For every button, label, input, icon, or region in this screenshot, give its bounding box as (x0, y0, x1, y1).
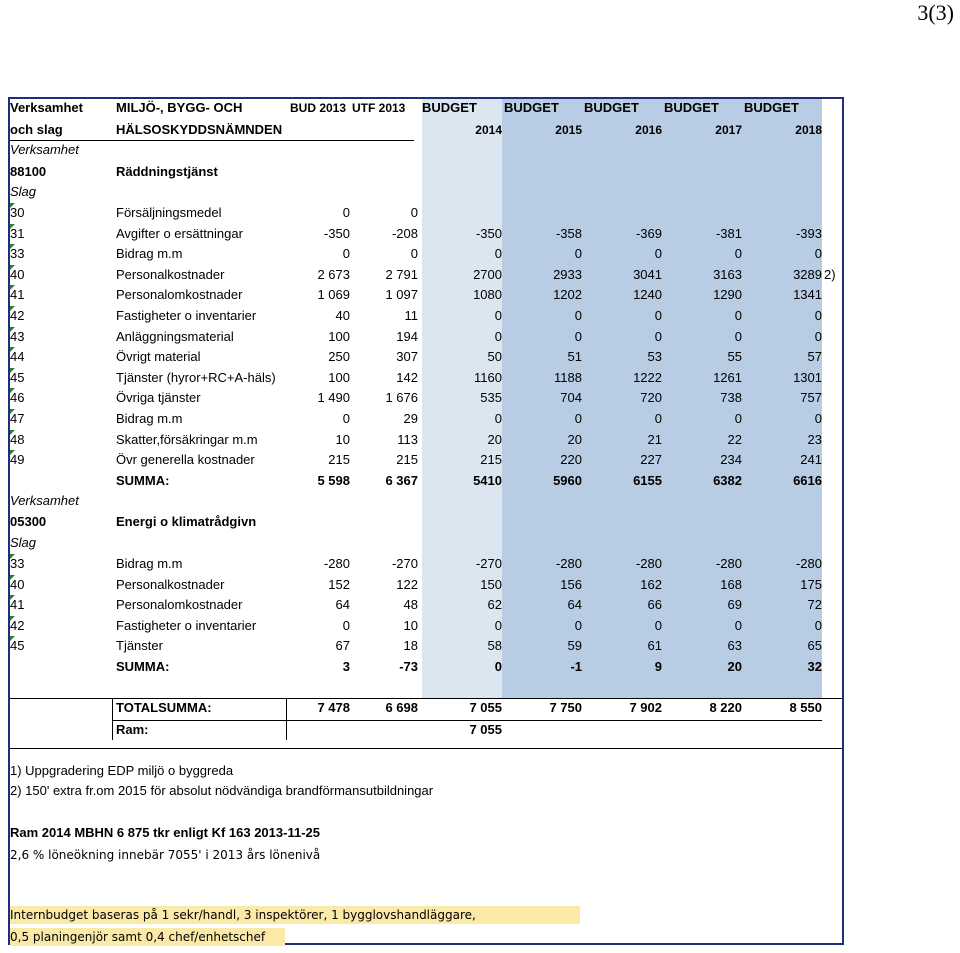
value-cell: 3041 (633, 266, 662, 282)
value-cell: 3163 (713, 266, 742, 282)
note-internbudget-2: 0,5 planingenjör samt 0,4 chef/enhetschef (10, 928, 285, 946)
value-cell: 57 (807, 349, 822, 365)
value-cell: 23 (807, 431, 822, 447)
header-budget-2014: BUDGET (422, 100, 477, 115)
section2-summa-utf2013: -73 (399, 659, 418, 674)
account-code: 41 (10, 287, 25, 303)
header-nämnd-2: HÄLSOSKYDDSNÄMNDEN (116, 122, 283, 137)
value-cell: 1 676 (385, 390, 418, 406)
account-name: Fastigheter o inventarier (116, 308, 257, 323)
header-budget-2016: BUDGET (584, 100, 639, 115)
value-cell: -350 (323, 225, 350, 241)
account-name: Personalomkostnader (116, 597, 243, 613)
value-cell: 0 (814, 411, 822, 426)
value-cell: 307 (396, 349, 418, 365)
section2-summa-label: SUMMA: (116, 659, 170, 674)
value-cell: -350 (475, 225, 502, 241)
value-cell: 0 (574, 411, 582, 426)
value-cell: 122 (396, 576, 418, 592)
value-cell: 2 791 (385, 266, 418, 282)
value-cell: 0 (342, 205, 350, 220)
value-cell: -280 (323, 556, 350, 571)
value-cell: 1 069 (317, 287, 350, 303)
note-loneokning: 2,6 % löneökning innebär 7055' i 2013 års lönenivå (10, 848, 321, 862)
table-row (10, 575, 842, 595)
value-cell: 50 (487, 349, 502, 365)
value-cell: 142 (396, 369, 418, 385)
value-cell: 0 (494, 246, 502, 262)
note-ram: Ram 2014 MBHN 6 875 tkr enligt Kf 163 2013-11-25 (10, 825, 320, 840)
totalsumma-2016: 7 902 (629, 700, 662, 715)
table-row (10, 327, 842, 347)
value-cell: 0 (814, 308, 822, 323)
value-cell: 67 (335, 638, 350, 654)
value-cell: 0 (734, 328, 742, 344)
section1-verksamhet-row (10, 140, 842, 160)
value-cell: 64 (335, 597, 350, 613)
value-cell: 1341 (793, 287, 822, 303)
header-year-2017: 2017 (715, 123, 742, 137)
section2-slag-row (10, 533, 842, 553)
value-cell: 0 (342, 411, 350, 426)
value-cell: 738 (720, 390, 742, 406)
value-cell: 2 673 (317, 266, 350, 282)
account-code: 45 (10, 369, 25, 385)
account-code: 47 (10, 411, 25, 426)
value-cell: 0 (494, 308, 502, 323)
value-cell: 10 (403, 617, 418, 633)
section2-summa-2018: 32 (807, 659, 822, 674)
value-cell: -270 (391, 556, 418, 571)
value-cell: 0 (494, 617, 502, 633)
value-cell: 10 (335, 431, 350, 447)
value-cell: 1 097 (385, 287, 418, 303)
account-code: 33 (10, 246, 25, 262)
ram-label: Ram: (116, 722, 149, 737)
value-cell: 1301 (793, 369, 822, 385)
value-cell: 0 (494, 411, 502, 426)
value-cell: 0 (734, 246, 742, 262)
totalsumma-bud2013: 7 478 (317, 700, 350, 715)
value-cell: 63 (727, 638, 742, 654)
value-cell: 0 (574, 617, 582, 633)
value-cell: 250 (328, 349, 350, 365)
header-budget-2015: BUDGET (504, 100, 559, 115)
value-cell: 0 (574, 246, 582, 262)
value-cell: 535 (480, 390, 502, 406)
table-row (10, 430, 842, 450)
totalsumma-utf2013: 6 698 (385, 700, 418, 715)
section2-verksamhet-label: Verksamhet (10, 493, 79, 508)
section2-summa-2016: 9 (654, 659, 662, 674)
table-row (10, 285, 842, 305)
value-cell: 220 (560, 452, 582, 468)
table-row (10, 388, 842, 408)
account-code: 40 (10, 576, 25, 592)
header-year-2016: 2016 (635, 123, 662, 137)
section1-summa-label: SUMMA: (116, 473, 170, 488)
header-verksamhet: Verksamhet (10, 100, 83, 115)
table-row (10, 265, 842, 285)
value-cell: 51 (567, 349, 582, 365)
totalsumma-2015: 7 750 (549, 700, 582, 715)
value-cell: 20 (567, 431, 582, 447)
value-cell (420, 203, 502, 223)
section2-summa-bud2013: 3 (342, 659, 350, 674)
value-cell: 72 (807, 597, 822, 613)
value-cell: 113 (397, 431, 418, 447)
value-cell (742, 203, 822, 223)
value-cell: 234 (720, 452, 742, 468)
totalsumma-2014: 7 055 (469, 700, 502, 715)
value-cell: 0 (734, 617, 742, 633)
value-cell: 1222 (633, 369, 662, 385)
value-cell: 61 (647, 638, 662, 654)
table-row (10, 347, 842, 367)
value-cell: -208 (391, 225, 418, 241)
section1-verksamhet-label: Verksamhet (10, 142, 79, 157)
header-budget-2017: BUDGET (664, 100, 719, 115)
value-cell: 0 (410, 205, 418, 220)
header-year-2018: 2018 (795, 123, 822, 137)
section1-summa-2016: 6155 (633, 473, 662, 488)
account-name: Avgifter o ersättningar (116, 225, 243, 241)
value-cell: -369 (635, 225, 662, 241)
section1-code: 88100 (10, 164, 47, 179)
value-cell: 1240 (633, 287, 662, 303)
value-cell: 1261 (713, 369, 742, 385)
value-cell: 150 (480, 576, 502, 592)
table-row (10, 203, 842, 223)
value-cell: 0 (814, 246, 822, 262)
section2-summa-2015: -1 (570, 659, 582, 674)
totalsumma-label: TOTALSUMMA: (116, 700, 212, 715)
table-row (10, 554, 842, 574)
value-cell: 1 490 (317, 390, 350, 406)
header-row-1 (10, 98, 842, 118)
table-row (10, 595, 842, 615)
table-row (10, 224, 842, 244)
ram-row (10, 720, 842, 742)
account-name: Personalomkostnader (116, 287, 243, 303)
value-cell: -393 (795, 225, 822, 241)
value-cell: 0 (654, 246, 662, 262)
value-cell: -280 (715, 556, 742, 571)
note-internbudget-1: Internbudget baseras på 1 sekr/handl, 3 inspektörer, 1 bygglovshandläggare, (10, 906, 580, 924)
value-cell: 0 (654, 411, 662, 426)
section1-slag-row (10, 182, 842, 202)
section1-slag-label: Slag (10, 184, 37, 199)
header-utf2013: UTF 2013 (352, 101, 406, 115)
value-cell: 65 (807, 638, 822, 654)
value-cell: 704 (560, 390, 582, 406)
value-cell: 0 (494, 328, 502, 344)
value-cell: -280 (795, 556, 822, 571)
account-name: Försäljningsmedel (116, 205, 222, 220)
value-cell: 194 (396, 328, 418, 344)
account-code: 48 (10, 431, 25, 447)
header-budget-2018: BUDGET (744, 100, 799, 115)
table-row (10, 450, 842, 470)
account-code: 43 (10, 328, 25, 344)
account-code: 46 (10, 390, 25, 406)
account-name: Övr generella kostnader (116, 452, 255, 468)
account-name: Anläggningsmaterial (116, 328, 234, 344)
value-cell (502, 203, 582, 223)
account-name: Tjänster (116, 638, 163, 654)
totals-sep-1 (286, 698, 287, 740)
value-cell: 720 (640, 390, 662, 406)
account-name: Övriga tjänster (116, 390, 201, 406)
account-name: Skatter,försäkringar m.m (116, 431, 258, 447)
value-cell: 0 (814, 617, 822, 633)
account-code: 45 (10, 638, 25, 654)
footnote-ref: 2) (824, 266, 836, 282)
table-row (10, 616, 842, 636)
value-cell: 1290 (713, 287, 742, 303)
value-cell: 168 (720, 576, 742, 592)
section2-code: 05300 (10, 514, 47, 529)
value-cell: 58 (487, 638, 502, 654)
value-cell: 0 (342, 246, 350, 262)
account-code: 49 (10, 452, 25, 468)
account-code: 41 (10, 597, 25, 613)
account-name: Bidrag m.m (116, 246, 183, 262)
value-cell: -358 (555, 225, 582, 241)
value-cell: 3289 (793, 266, 822, 282)
value-cell: 59 (567, 638, 582, 654)
value-cell: 53 (647, 349, 662, 365)
value-cell: -270 (475, 556, 502, 571)
section2-slag-label: Slag (10, 535, 37, 550)
account-code: 42 (10, 617, 25, 633)
section1-summa-bud2013: 5 598 (317, 473, 350, 488)
section2-code-row (10, 512, 842, 532)
table-row (10, 244, 842, 264)
header-nämnd-1: MILJÖ-, BYGG- OCH (116, 100, 243, 115)
value-cell: 0 (734, 411, 742, 426)
section1-summa-2015: 5960 (553, 473, 582, 488)
value-cell: 215 (328, 452, 350, 468)
table-row (10, 306, 842, 326)
totalsumma-2018: 8 550 (789, 700, 822, 715)
account-code: 31 (10, 225, 25, 241)
account-code: 40 (10, 266, 25, 282)
section2-summa-2014: 0 (494, 659, 502, 674)
note-2: 2) 150' extra fr.om 2015 för absolut nödvändiga brandförmansutbildningar (10, 783, 434, 798)
value-cell: 40 (335, 308, 350, 323)
value-cell: 62 (487, 597, 502, 613)
section2-summa-2017: 20 (727, 659, 742, 674)
notes-divider (10, 748, 842, 749)
value-cell: 162 (640, 576, 662, 592)
value-cell: 0 (410, 246, 418, 262)
value-cell: 215 (396, 452, 418, 468)
value-cell: 0 (814, 328, 822, 344)
value-cell: 0 (574, 328, 582, 344)
section1-summa-2014: 5410 (473, 473, 502, 488)
account-name: Tjänster (hyror+RC+A-häls) (116, 369, 276, 385)
value-cell: 64 (567, 597, 582, 613)
account-name: Övrigt material (116, 349, 201, 365)
note-1: 1) Uppgradering EDP miljö o byggreda (10, 763, 234, 778)
value-cell (582, 203, 662, 223)
totals-left-border (112, 698, 113, 740)
value-cell: 55 (727, 349, 742, 365)
value-cell: -280 (555, 556, 582, 571)
table-row (10, 368, 842, 388)
section1-summa-utf2013: 6 367 (385, 473, 418, 488)
section1-summa-2018: 6616 (793, 473, 822, 488)
value-cell: 175 (800, 576, 822, 592)
header-och-slag: och slag (10, 122, 63, 137)
value-cell: 66 (647, 597, 662, 613)
value-cell: 1188 (554, 369, 582, 385)
value-cell: 0 (734, 308, 742, 323)
header-year-2014: 2014 (475, 123, 502, 137)
value-cell: 20 (487, 431, 502, 447)
value-cell: 0 (342, 617, 350, 633)
section2-verksamhet-row (10, 491, 842, 511)
value-cell: -280 (635, 556, 662, 571)
account-name: Bidrag m.m (116, 556, 183, 571)
header-bud2013: BUD 2013 (290, 101, 347, 115)
value-cell: 21 (647, 431, 662, 447)
value-cell: 0 (654, 308, 662, 323)
value-cell: 1160 (474, 369, 502, 385)
section2-summa-row (10, 657, 842, 677)
account-code: 33 (10, 556, 25, 571)
section1-name: Räddningstjänst (116, 164, 218, 179)
value-cell: 100 (328, 369, 350, 385)
section2-name: Energi o klimatrådgivn (116, 514, 257, 529)
account-name: Personalkostnader (116, 576, 225, 592)
value-cell: 1202 (553, 287, 582, 303)
account-name: Bidrag m.m (116, 411, 183, 426)
value-cell: 0 (574, 308, 582, 323)
value-cell: 11 (404, 308, 418, 323)
header-row-2 (10, 120, 842, 140)
value-cell: 0 (654, 328, 662, 344)
value-cell: 2700 (473, 266, 502, 282)
table-row (10, 636, 842, 656)
table-row (10, 409, 842, 429)
value-cell: 0 (654, 617, 662, 633)
totalsumma-2017: 8 220 (709, 700, 742, 715)
value-cell: 2933 (553, 266, 582, 282)
value-cell: 1080 (473, 287, 502, 303)
account-code: 30 (10, 205, 25, 220)
account-code: 44 (10, 349, 25, 365)
header-year-2015: 2015 (555, 123, 582, 137)
value-cell: -381 (715, 225, 742, 241)
value-cell: 18 (403, 638, 418, 654)
value-cell (662, 203, 742, 223)
value-cell: 48 (403, 597, 418, 613)
value-cell: 757 (800, 390, 822, 406)
account-code: 42 (10, 308, 25, 323)
value-cell: 156 (560, 576, 582, 592)
value-cell: 29 (403, 411, 418, 426)
section1-code-row (10, 162, 842, 182)
account-name: Personalkostnader (116, 266, 225, 282)
ram-value: 7 055 (469, 722, 502, 737)
value-cell: 152 (328, 576, 350, 592)
page-number: 3(3) (917, 0, 954, 25)
value-cell: 215 (480, 452, 502, 468)
totalsumma-row (10, 698, 842, 720)
value-cell: 100 (328, 328, 350, 344)
value-cell: 227 (640, 452, 662, 468)
section1-summa-row (10, 471, 842, 491)
value-cell: 22 (727, 431, 742, 447)
section1-summa-2017: 6382 (713, 473, 742, 488)
account-name: Fastigheter o inventarier (116, 617, 257, 633)
value-cell: 69 (727, 597, 742, 613)
value-cell: 241 (800, 452, 822, 468)
